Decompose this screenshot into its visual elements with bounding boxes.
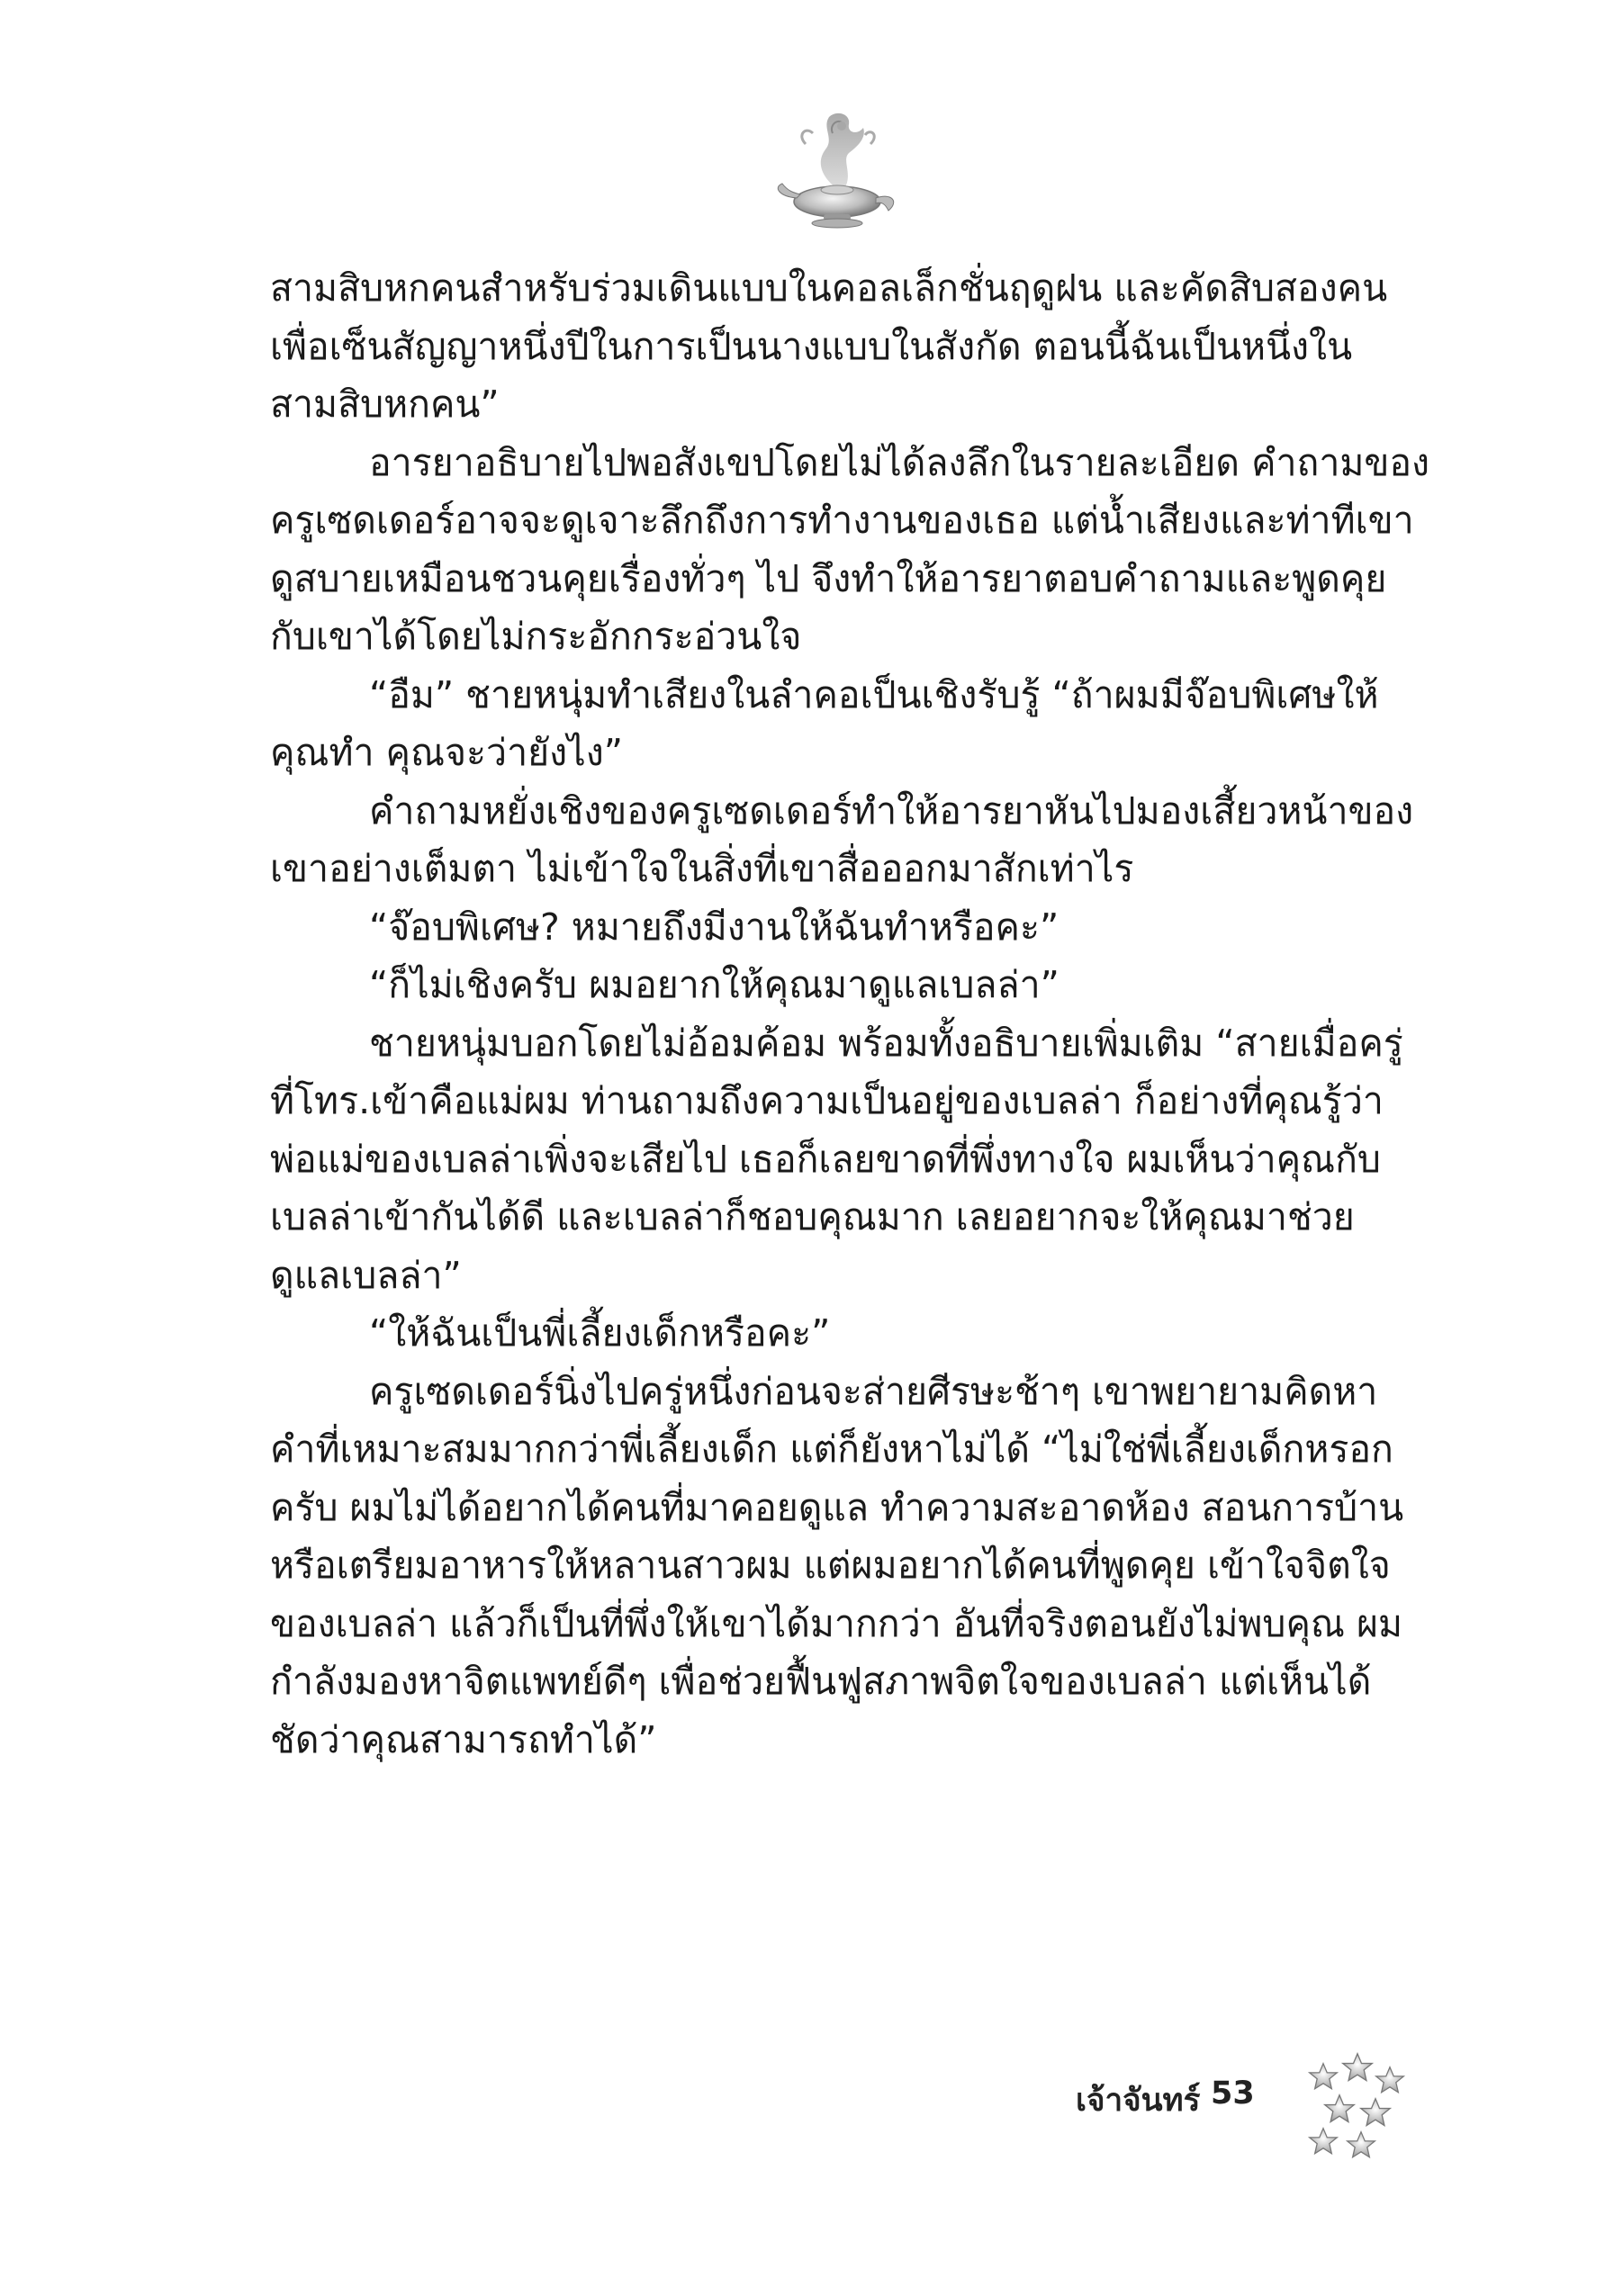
- text-line: ของเบลล่า แล้วก็เป็นที่พึ่งให้เขาได้มากกว่า อันที่จริงตอนยังไม่พบคุณ ผม: [270, 1601, 1402, 1645]
- text-line: ชัดว่าคุณสามารถทำได้”: [270, 1717, 657, 1761]
- book-title: เจ้าจันทร์: [1076, 2083, 1201, 2119]
- text-line: พ่อแม่ของเบลล่าเพิ่งจะเสียไป เธอก็เลยขาดที่พึ่งทางใจ ผมเห็นว่าคุณกับ: [270, 1137, 1381, 1181]
- text-line: คุณทำ คุณจะว่ายังไง”: [270, 731, 624, 774]
- text-line: ดูสบายเหมือนชวนคุยเรื่องทั่วๆ ไป จึงทำให้อารยาตอบคำถามและพูดคุย: [270, 556, 1387, 600]
- text-line: ครับ ผมไม่ได้อยากได้คนที่มาคอยดูแล ทำความสะอาดห้อง สอนการบ้าน: [270, 1485, 1404, 1529]
- text-line: “ก็ไม่เชิงครับ ผมอยากให้คุณมาดูแลเบลล่า”: [369, 963, 1059, 1006]
- text-line: สามสิบหกคนสำหรับร่วมเดินแบบในคอลเล็กชั่นฤดูฝน และคัดสิบสองคน: [270, 266, 1388, 310]
- text-line: ชายหนุ่มบอกโดยไม่อ้อมค้อม พร้อมทั้งอธิบายเพิ่มเติม “สายเมื่อครู่: [369, 1021, 1403, 1065]
- text-line: สามสิบหกคน”: [270, 383, 500, 426]
- text-line: หรือเตรียมอาหารให้หลานสาวผม แต่ผมอยากได้คนที่พูดคุย เข้าใจจิตใจ: [270, 1544, 1391, 1587]
- text-line: เพื่อเซ็นสัญญาหนึ่งปีในการเป็นนางแบบในสังกัด ตอนนี้ฉันเป็นหนึ่งใน: [270, 324, 1353, 368]
- text-line: เขาอย่างเต็มตา ไม่เข้าใจในสิ่งที่เขาสื่อออกมาสักเท่าไร: [270, 847, 1134, 890]
- text-line: ครูเซดเดอร์อาจจะดูเจาะลึกถึงการทำงานของเธอ แต่น้ำเสียงและท่าทีเขา: [270, 499, 1414, 542]
- text-line: เบลล่าเข้ากันได้ดี และเบลล่าก็ชอบคุณมาก เลยอยากจะให้คุณมาช่วย: [270, 1195, 1355, 1238]
- text-line: ที่โทร.เข้าคือแม่ผม ท่านถามถึงความเป็นอยู่ของเบลล่า ก็อย่างที่คุณรู้ว่า: [270, 1079, 1384, 1122]
- page-footer: [1076, 2068, 1454, 2212]
- page-number: 53: [1211, 2075, 1255, 2111]
- text-line: คำถามหยั่งเชิงของครูเซดเดอร์ทำให้อารยาหันไปมองเสี้ยวหน้าของ: [369, 788, 1414, 833]
- genie-lamp-icon: [770, 108, 905, 230]
- story-text: [270, 259, 1430, 1769]
- text-line: คำที่เหมาะสมมากกว่าพี่เลี้ยงเด็ก แต่ก็ยังหาไม่ได้ “ไม่ใช่พี่เลี้ยงเด็กหรอก: [270, 1427, 1393, 1471]
- text-line: “ให้ฉันเป็นพี่เลี้ยงเด็กหรือคะ”: [369, 1311, 831, 1355]
- text-line: “จ๊อบพิเศษ? หมายถึงมีงานให้ฉันทำหรือคะ”: [369, 905, 1059, 949]
- text-line: ดูแลเบลล่า”: [270, 1253, 462, 1297]
- stars-cluster-icon: [1296, 2041, 1422, 2167]
- text-line: กับเขาได้โดยไม่กระอักกระอ่วนใจ: [270, 615, 802, 658]
- text-line: กำลังมองหาจิตแพทย์ดีๆ เพื่อช่วยฟื้นฟูสภาพจิตใจของเบลล่า แต่เห็นได้: [270, 1660, 1372, 1703]
- text-line: อารยาอธิบายไปพอสังเขปโดยไม่ได้ลงลึกในรายละเอียด คำถามของ: [369, 440, 1430, 484]
- text-line: “อืม” ชายหนุ่มทำเสียงในลำคอเป็นเชิงรับรู้ “ถ้าผมมีจ๊อบพิเศษให้: [369, 672, 1379, 716]
- text-line: ครูเซดเดอร์นิ่งไปครู่หนึ่งก่อนจะส่ายศีรษะช้าๆ เขาพยายามคิดหา: [369, 1369, 1378, 1413]
